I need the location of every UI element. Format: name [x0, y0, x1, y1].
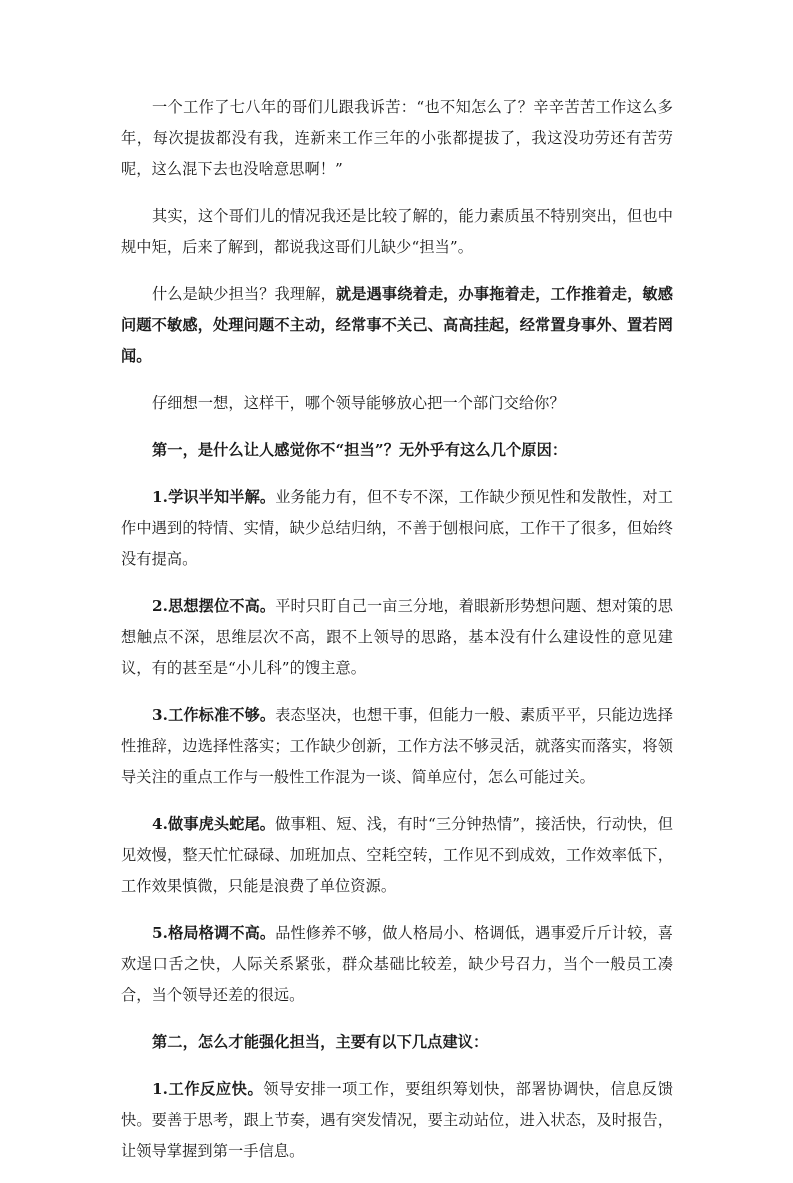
- paragraph-definition: [121, 279, 673, 372]
- reason-item-5: [121, 918, 673, 1011]
- item-text: 表态坚决，也想干事，但能力一般、素质平平，只能边选择性推辞，边选择性落实；工作缺少创新，工作方法不够灵活，就落实而落实，将领导关注的重点工作与一般性工作混为一谈、简单应付，怎么可能过关。: [121, 706, 673, 786]
- paragraph-complaint: [121, 92, 673, 185]
- heading-text: 第二，怎么才能强化担当，主要有以下几点建议：: [152, 1033, 489, 1051]
- paragraph-bold-definition: 就是遇事绕着走，办事拖着走，工作推着走，敏感问题不敏感，处理问题不主动，经常事不关己、高高挂起，经常置身事外、置若罔闻。: [121, 285, 674, 365]
- item-text: 业务能力有，但不专不深，工作缺少预见性和发散性，对工作中遇到的特情、实情，缺少总结归纳，不善于刨根问底，工作干了很多，但始终没有提高。: [121, 488, 673, 568]
- paragraph-background: [121, 201, 673, 263]
- reason-item-3: [121, 700, 673, 793]
- item-title: 4.做事虎头蛇尾。: [152, 815, 276, 833]
- suggestion-item-1: [121, 1074, 673, 1167]
- paragraph-text: 一个工作了七八年的哥们儿跟我诉苦：“也不知怎么了？辛辛苦苦工作这么多年，每次提拔都没有我，连新来工作三年的小张都提拔了，我这没功劳还有苦劳呢，这么混下去也没啥意思啊！”: [121, 98, 673, 178]
- item-text: 做事粗、短、浅，有时“三分钟热情”，接活快，行动快，但见效慢，整天忙忙碌碌、加班加点、空耗空转，工作见不到成效，工作效率低下，工作效果慎微，只能是浪费了单位资源。: [121, 815, 673, 895]
- item-text: 平时只盯自己一亩三分地，着眼新形势想问题、想对策的思想触点不深，思维层次不高，跟不上领导的思路，基本没有什么建设性的意见建议，有的甚至是“小儿科”的馊主意。: [121, 597, 673, 677]
- item-title: 5.格局格调不高。: [152, 924, 276, 942]
- reason-item-4: [121, 809, 673, 902]
- reason-item-1: [121, 482, 673, 575]
- item-text: 品性修养不够，做人格局小、格调低，遇事爱斤斤计较，喜欢逞口舌之快，人际关系紧张，群众基础比较差，缺少号召力，当个一般员工凑合，当个领导还差的很远。: [121, 924, 673, 1004]
- section-heading-reasons: [121, 435, 673, 466]
- section-heading-suggestions: [121, 1027, 673, 1058]
- item-title: 3.工作标准不够。: [152, 706, 276, 724]
- item-text: 领导安排一项工作，要组织筹划快，部署协调快，信息反馈快。要善于思考，跟上节奏，遇有突发情况，要主动站位，进入状态，及时报告，让领导掌握到第一手信息。: [121, 1080, 674, 1160]
- heading-text: 第一，是什么让人感觉你不“担当”？无外乎有这么几个原因：: [152, 441, 568, 459]
- paragraph-text: 仔细想一想，这样干，哪个领导能够放心把一个部门交给你？: [152, 394, 565, 412]
- document-body: [121, 92, 673, 1183]
- paragraph-lead: 什么是缺少担当？我理解，: [152, 285, 336, 303]
- item-title: 2.思想摆位不高。: [152, 597, 276, 615]
- item-title: 1.学识半知半解。: [152, 488, 276, 506]
- paragraph-text: 其实，这个哥们儿的情况我还是比较了解的，能力素质虽不特别突出，但也中规中矩，后来了解到，都说我这哥们儿缺少“担当”。: [121, 207, 673, 256]
- paragraph-question: [121, 388, 673, 419]
- reason-item-2: [121, 591, 673, 684]
- item-title: 1.工作反应快。: [152, 1080, 264, 1098]
